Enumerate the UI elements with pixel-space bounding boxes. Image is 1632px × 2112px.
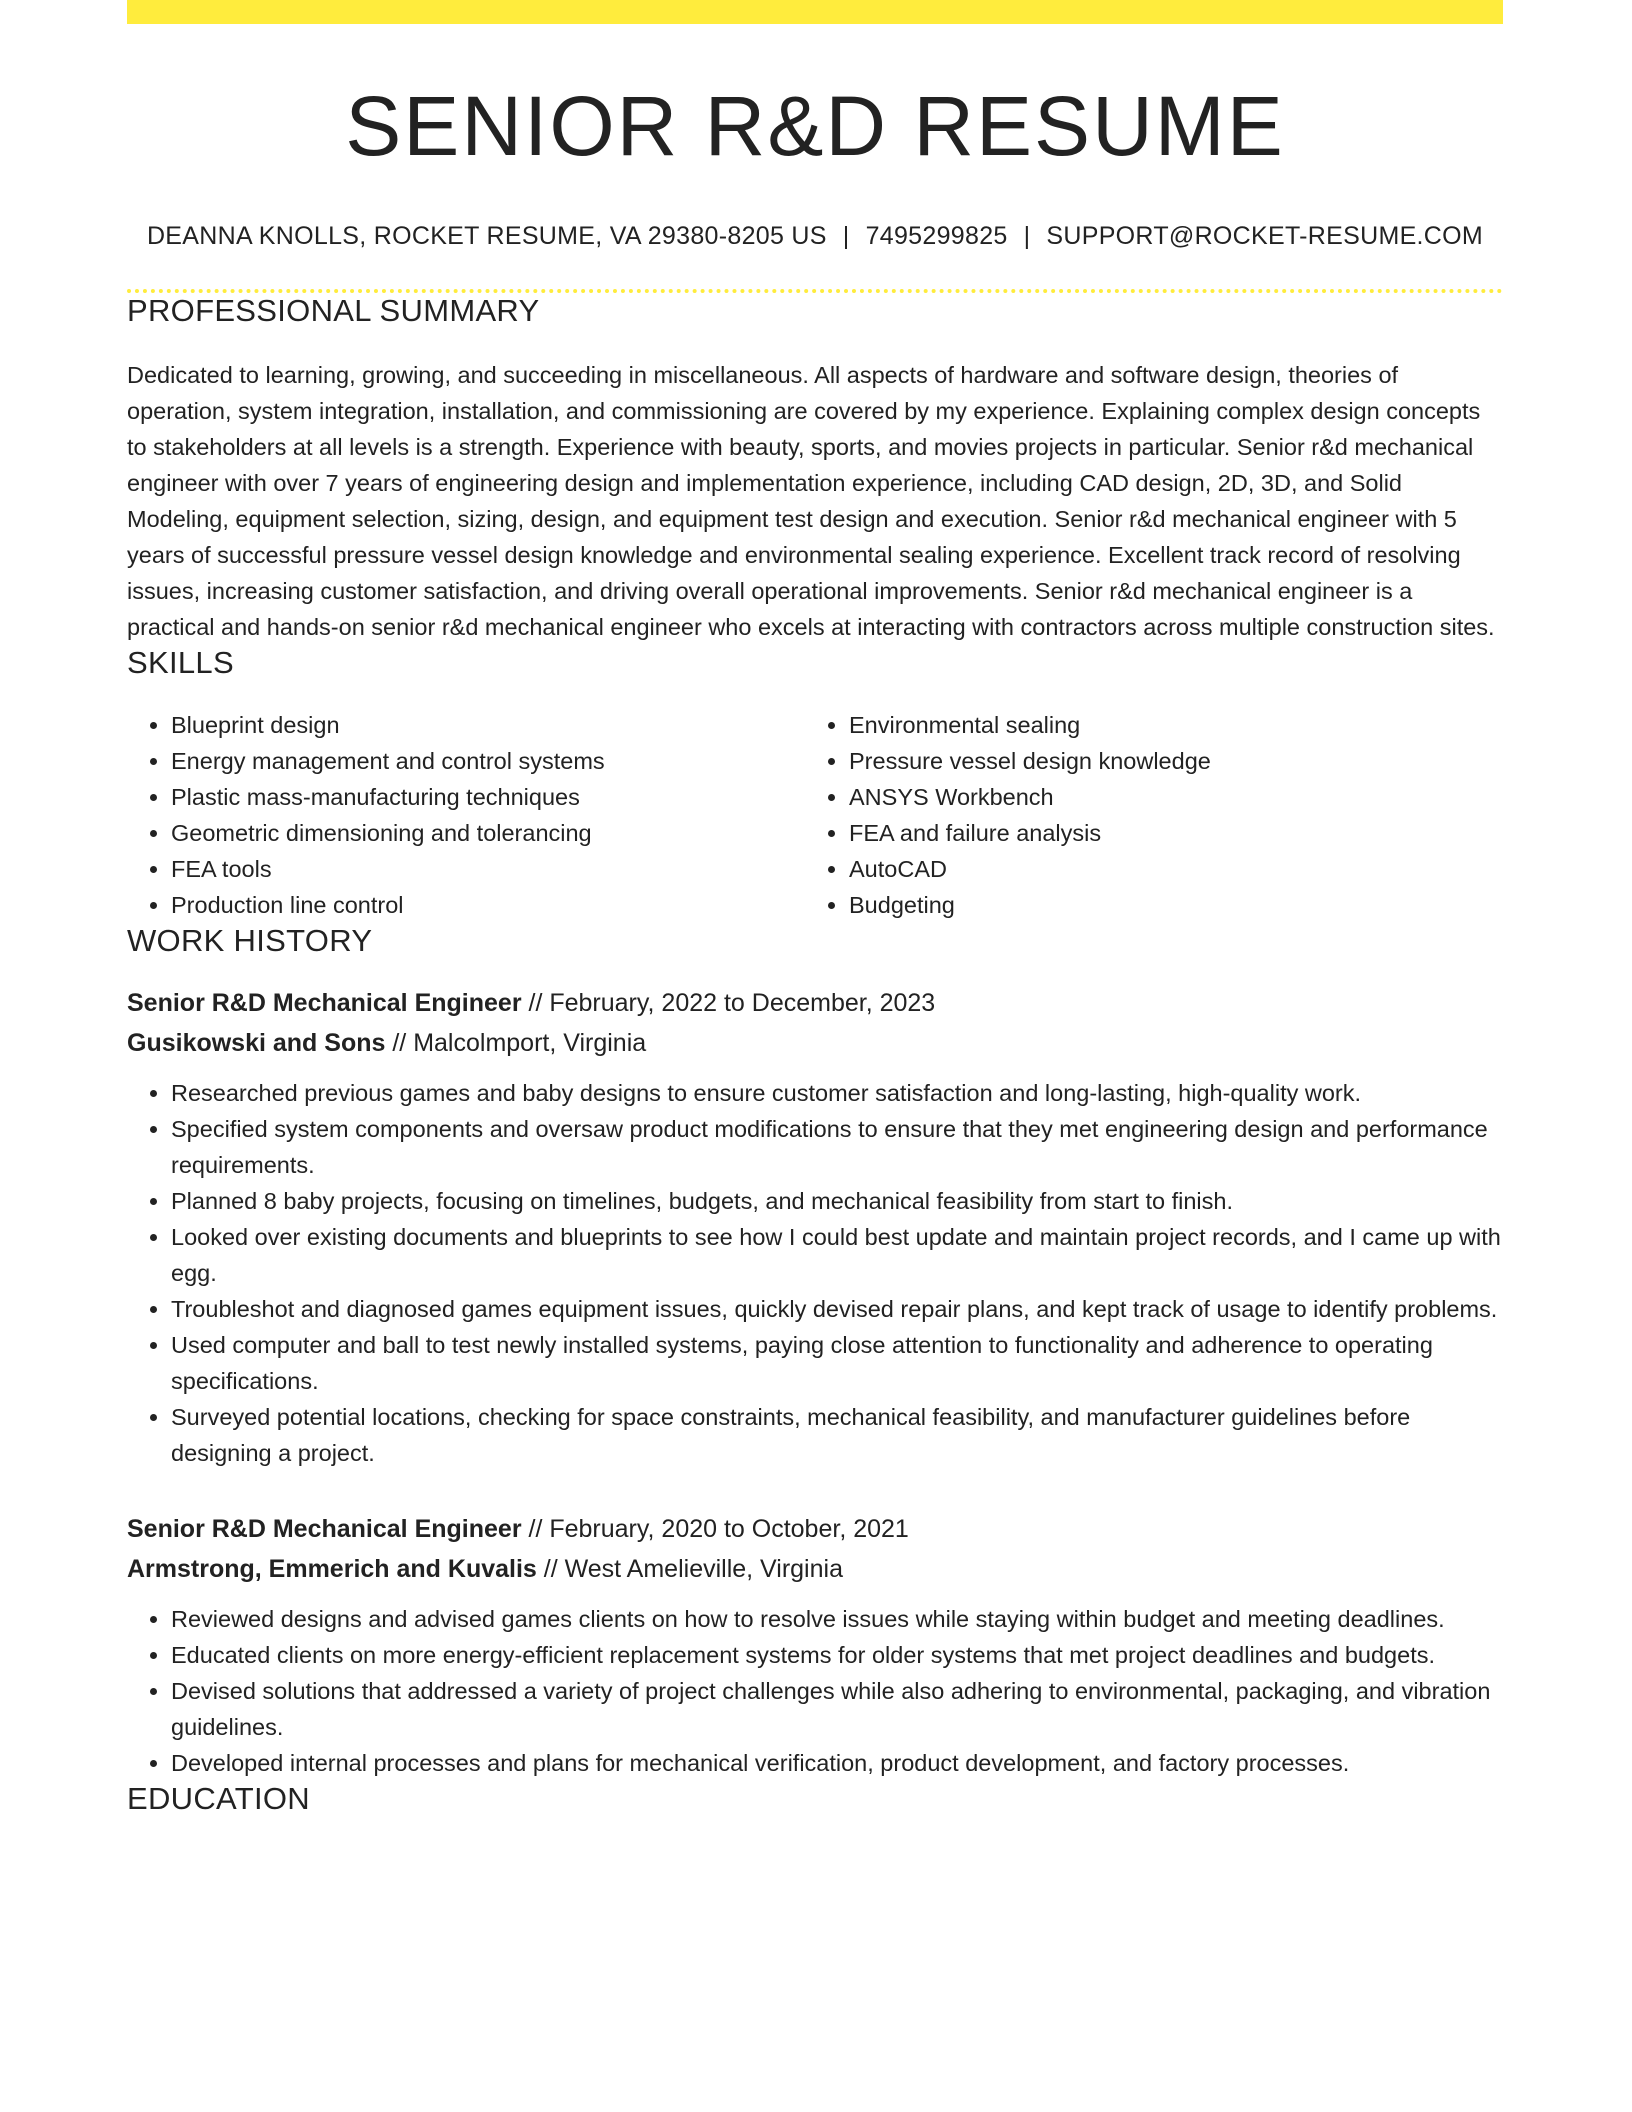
job-title: Senior R&D Mechanical Engineer [127, 989, 522, 1018]
duty-item: • Looked over existing documents and blueprints to see how I could best update and maintain project records, and I came up with egg. [171, 1219, 1503, 1291]
duty-item: • Planned 8 baby projects, focusing on timelines, budgets, and mechanical feasibility from start to finish. [171, 1183, 1503, 1219]
job-location: // Malcolmport, Virginia [392, 1029, 647, 1058]
contact-separator: | [842, 222, 850, 251]
duty-item: • Used computer and ball to test newly installed systems, paying close attention to functionality and adherence to operating specifications. [171, 1327, 1503, 1399]
job-location: // West Amelieville, Virginia [543, 1555, 843, 1584]
duty-item: • Researched previous games and baby designs to ensure customer satisfaction and long-lasting, high-quality work. [171, 1075, 1503, 1111]
education-heading: EDUCATION [127, 1781, 310, 1817]
skills-list [127, 707, 1503, 923]
job-dates: // February, 2020 to October, 2021 [528, 1515, 909, 1544]
skills-column-left [127, 707, 805, 923]
skill-item: • Energy management and control systems [171, 743, 805, 779]
resume-title: SENIOR R&D RESUME [345, 79, 1285, 173]
contact-separator: | [1023, 222, 1031, 251]
job-duties [127, 1601, 1503, 1781]
duty-item: • Specified system components and oversaw product modifications to ensure that they met engineering design and performance requirements. [171, 1111, 1503, 1183]
skill-item: • Budgeting [849, 887, 1483, 923]
job-title-line [127, 1509, 1503, 1549]
job-company: Gusikowski and Sons [127, 1029, 386, 1058]
skill-item: • Pressure vessel design knowledge [849, 743, 1483, 779]
summary-heading: PROFESSIONAL SUMMARY [127, 293, 540, 329]
duty-item: • Devised solutions that addressed a variety of project challenges while also adhering to environmental, packaging, and vibration guidelines. [171, 1673, 1503, 1745]
contact-email: SUPPORT@ROCKET-RESUME.COM [1046, 222, 1484, 251]
job-title-line [127, 983, 1503, 1023]
skill-item: • Geometric dimensioning and tolerancing [171, 815, 805, 851]
skill-item: • AutoCAD [849, 851, 1483, 887]
duty-item: • Reviewed designs and advised games clients on how to resolve issues while staying within budget and meeting deadlines. [171, 1601, 1503, 1637]
skill-item: • ANSYS Workbench [849, 779, 1483, 815]
skills-heading: SKILLS [127, 645, 234, 681]
skill-item: • FEA and failure analysis [849, 815, 1483, 851]
skills-column-right [805, 707, 1483, 923]
contact-line [127, 222, 1503, 251]
job-entry [127, 1509, 1503, 1781]
skill-item: • FEA tools [171, 851, 805, 887]
duty-item: • Developed internal processes and plans for mechanical verification, product development, and factory processes. [171, 1745, 1503, 1781]
work-history-heading: WORK HISTORY [127, 923, 373, 959]
job-company-line [127, 1549, 1503, 1589]
accent-top-bar [127, 0, 1503, 24]
skill-item: • Production line control [171, 887, 805, 923]
skill-item: • Environmental sealing [849, 707, 1483, 743]
contact-address: DEANNA KNOLLS, ROCKET RESUME, VA 29380-8205 US [146, 222, 827, 251]
job-company: Armstrong, Emmerich and Kuvalis [127, 1555, 537, 1584]
job-company-line [127, 1023, 1503, 1063]
skill-item: • Blueprint design [171, 707, 805, 743]
duty-item: • Surveyed potential locations, checking for space constraints, mechanical feasibility, and manufacturer guidelines before designing a project. [171, 1399, 1503, 1471]
skill-item: • Plastic mass-manufacturing techniques [171, 779, 805, 815]
job-entry [127, 983, 1503, 1471]
duty-item: • Educated clients on more energy-efficient replacement systems for older systems that met project deadlines and budgets. [171, 1637, 1503, 1673]
job-dates: // February, 2022 to December, 2023 [528, 989, 936, 1018]
contact-phone: 7495299825 [865, 222, 1008, 251]
job-title: Senior R&D Mechanical Engineer [127, 1515, 522, 1544]
job-duties [127, 1075, 1503, 1471]
duty-item: • Troubleshot and diagnosed games equipment issues, quickly devised repair plans, and kept track of usage to identify problems. [171, 1291, 1503, 1327]
resume-page [127, 0, 1503, 1817]
summary-text: Dedicated to learning, growing, and succeeding in miscellaneous. All aspects of hardware and software design, theories of operation, system integration, installation, and commissioning are covered by my experience. Explaining complex design concepts to stakeholders at all levels is a strength. Experience with beauty, sports, and movies projects in particular. Senior r&d mechanical engineer with over 7 years of engineering design and implementation experience, including CAD design, 2D, 3D, and Solid Modeling, equipment selection, sizing, design, and equipment test design and execution. Senior r&d mechanical engineer with 5 years of successful pressure vessel design knowledge and environmental sealing experience. Excellent track record of resolving issues, increasing customer satisfaction, and driving overall operational improvements. Senior r&d mechanical engineer is a practical and hands-on senior r&d mechanical engineer who excels at interacting with contractors across multiple construction sites. [127, 362, 1495, 641]
